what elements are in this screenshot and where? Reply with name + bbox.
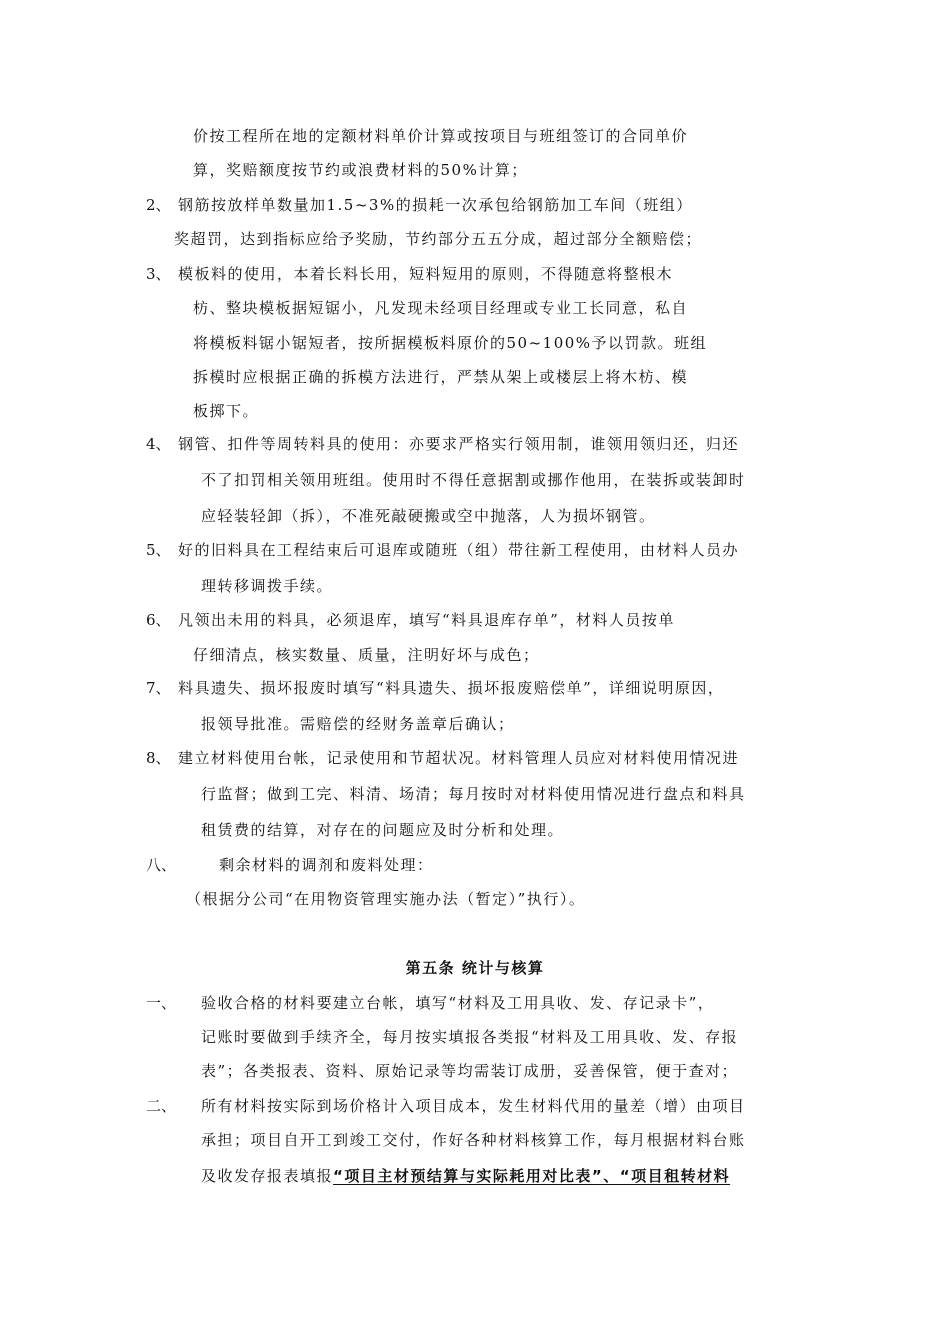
text-line: 料具遗失、损坏报废时填写“料具遗失、损坏报废赔偿单”，详细说明原因， xyxy=(178,679,725,697)
text-line: 算，奖赔额度按节约或浪费材料的50%计算； xyxy=(193,161,528,179)
text-line: 应轻装轻卸（拆），不准死敲硬搬或空中抛落，人为损坏钢管。 xyxy=(201,507,656,525)
text-line: 理转移调拨手续。 xyxy=(201,577,334,595)
text-line: 奖超罚，达到指标应给予奖励，节约部分五五分成，超过部分全额赔偿； xyxy=(174,230,703,248)
text-line: 行监督；做到工完、料清、场清；每月按时对材料使用情况进行盘点和料具 xyxy=(201,785,746,803)
list-number: 3、 xyxy=(146,265,171,283)
text-line: 钢筋按放样单数量加1.5~3%的损耗一次承包给钢筋加工车间（班组） xyxy=(178,196,693,214)
text-line: 承担；项目自开工到竣工交付，作好各种材料核算工作，每月根据材料台账 xyxy=(201,1131,746,1149)
text-line: 模板料的使用，本着长料长用，短料短用的原则，不得随意将整根木 xyxy=(178,265,674,283)
list-number: 8、 xyxy=(146,749,171,767)
text-line: 验收合格的材料要建立台帐，填写“材料及工用具收、发、存记录卡”， xyxy=(201,994,715,1012)
text-line: 建立材料使用台帐，记录使用和节超状况。材料管理人员应对材料使用情况进 xyxy=(178,749,740,767)
list-number: 一、 xyxy=(146,994,177,1012)
list-number: 6、 xyxy=(146,611,171,629)
section-title: 第五条 统计与核算 xyxy=(405,959,545,977)
text-line: 租赁费的结算，对存在的问题应及时分析和处理。 xyxy=(201,821,565,839)
text-line-last xyxy=(201,1166,730,1186)
text-line: 板掷下。 xyxy=(193,402,260,420)
list-number: 4、 xyxy=(146,435,171,453)
text-line: 剩余材料的调剂和废料处理： xyxy=(219,856,434,874)
text-line: 拆模时应根据正确的拆模方法进行，严禁从架上或楼层上将木枋、模 xyxy=(193,368,689,386)
text-line: 报领导批准。需赔偿的经财务盖章后确认； xyxy=(201,715,515,733)
text-line: 不了扣罚相关领用班组。使用时不得任意据割或挪作他用，在装拆或装卸时 xyxy=(201,471,746,489)
list-number: 二、 xyxy=(146,1097,177,1115)
list-number: 7、 xyxy=(146,679,171,697)
text-line: 所有材料按实际到场价格计入项目成本，发生材料代用的量差（增）由项目 xyxy=(201,1097,746,1115)
text-line: 记账时要做到手续齐全，每月按实填报各类报“材料及工用具收、发、存报 xyxy=(201,1028,739,1046)
text-line: 枋、整块模板据短锯小，凡发现未经项目经理或专业工长同意，私自 xyxy=(193,299,689,317)
text-line: 好的旧料具在工程结束后可退库或随班（组）带往新工程使用，由材料人员办 xyxy=(178,541,740,559)
text-line: 仔细清点，核实数量、质量，注明好坏与成色； xyxy=(193,646,540,664)
text-line: 价按工程所在地的定额材料单价计算或按项目与班组签订的合同单价 xyxy=(193,127,689,145)
text-line: 将模板料锯小锯短者，按所据模板料原价的50~100%予以罚款。班组 xyxy=(193,334,708,352)
text-line: 凡领出未用的料具，必须退库，填写“料具退库存单”，材料人员按单 xyxy=(178,611,675,629)
list-number: 八、 xyxy=(146,856,177,874)
text-line: 钢管、扣件等周转料具的使用：亦要求严格实行领用制，谁领用领归还，归还 xyxy=(178,435,740,453)
table-reference-text: “项目主材预结算与实际耗用对比表”、“项目租转材料 xyxy=(333,1167,731,1185)
text-prefix: 及收发存报表填报 xyxy=(201,1167,334,1185)
text-line: （根据分公司“在用物资管理实施办法（暂定）”执行）。 xyxy=(186,890,586,908)
list-number: 5、 xyxy=(146,541,171,559)
text-line: 表”；各类报表、资料、原始记录等均需装订成册，妥善保管，便于查对； xyxy=(201,1062,739,1080)
list-number: 2、 xyxy=(146,196,171,214)
